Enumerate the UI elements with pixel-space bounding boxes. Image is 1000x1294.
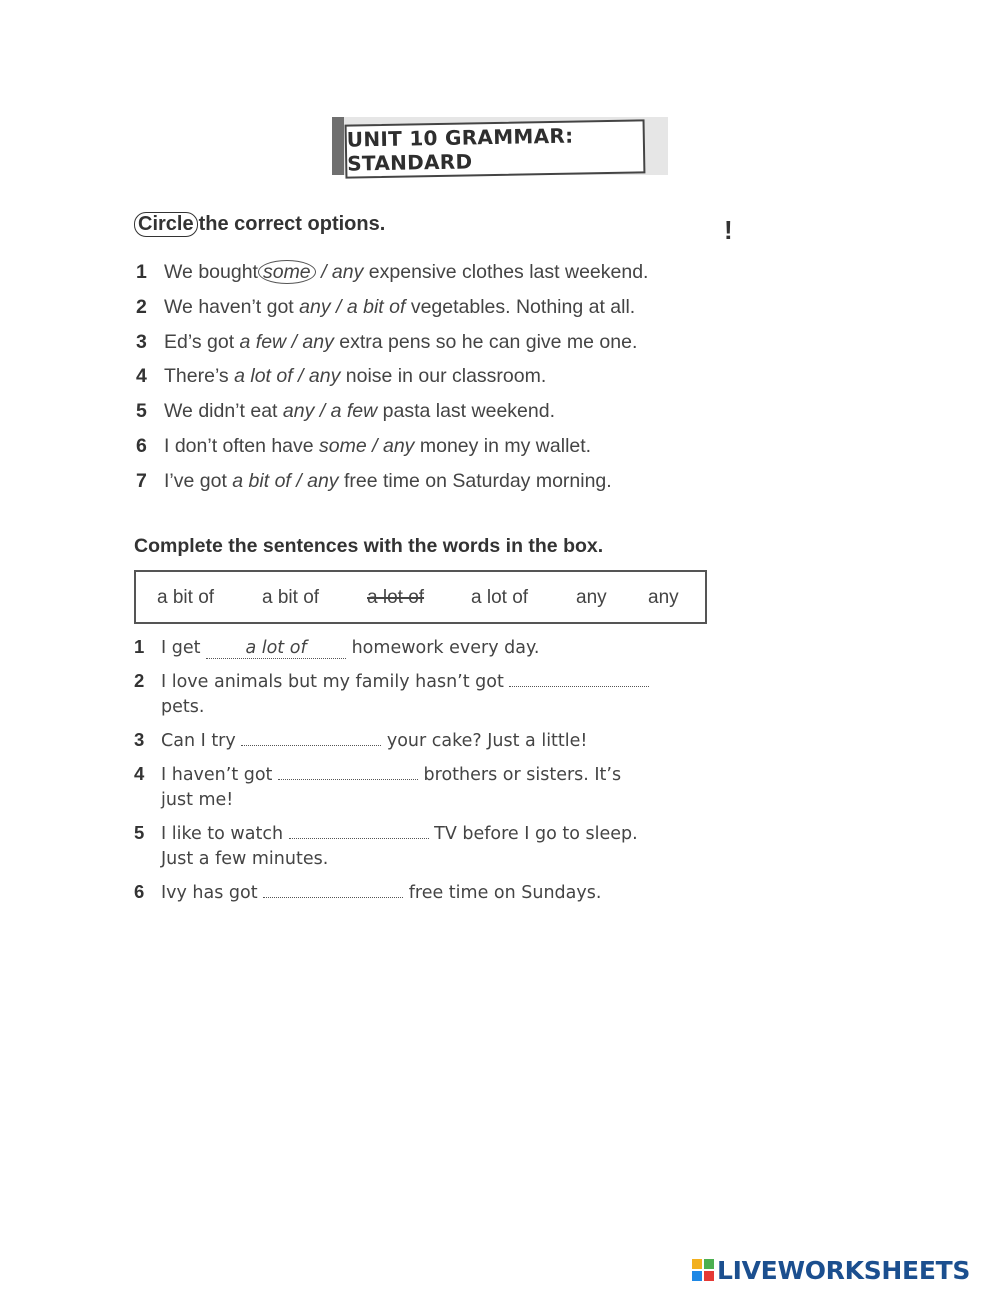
item-number: 5 (136, 400, 147, 423)
instruction-rest: the correct options. (198, 213, 386, 235)
item-text-continued: pets. (161, 697, 205, 717)
item-number: 6 (134, 881, 145, 902)
item-text-post: noise in our classroom. (340, 365, 547, 388)
item-text-post: brothers or sisters. It’s (417, 765, 622, 785)
option-1[interactable]: any (299, 295, 331, 318)
answer-blank[interactable] (278, 759, 418, 780)
logo-grid-icon (692, 1259, 714, 1281)
item-text-post: TV before I go to sleep. (428, 824, 638, 844)
item-text-post: expensive clothes last weekend. (363, 261, 649, 283)
answer-blank[interactable] (241, 725, 381, 746)
option-separator: / (314, 400, 331, 423)
exercise2-item (134, 818, 734, 872)
instruction-circle-word: Circle (134, 212, 198, 237)
exercise1-item (136, 362, 648, 397)
exercise1-item (136, 432, 648, 467)
logo-square (692, 1259, 702, 1269)
item-text-post: vegetables. Nothing at all. (405, 295, 636, 318)
item-number: 3 (134, 729, 145, 750)
item-text-pre: I haven’t got (161, 765, 278, 785)
item-text-pre: I love animals but my family hasn’t got (161, 672, 510, 692)
option-2[interactable]: any (382, 434, 415, 457)
item-number: 4 (136, 365, 147, 388)
exercise1-item (136, 328, 648, 363)
item-text-pre: We bought (164, 261, 258, 283)
option-1[interactable]: some (319, 434, 367, 457)
page-title: UNIT 10 GRAMMAR: STANDARD (345, 119, 646, 178)
option-separator: / (292, 365, 309, 388)
item-text-pre: Can I try (161, 731, 242, 751)
option-2[interactable]: a few (330, 400, 378, 423)
option-2[interactable]: any (307, 469, 339, 492)
exercise2-list (134, 634, 734, 911)
exercise2-item (134, 877, 734, 906)
option-2[interactable]: a bit of (346, 295, 406, 318)
option-2[interactable]: any (308, 365, 341, 388)
word-chip: a lot of (471, 587, 529, 608)
exercise1-item (136, 467, 648, 502)
word-chip: a bit of (157, 587, 215, 608)
answer-blank-filled[interactable]: a lot of (206, 638, 346, 659)
item-text-post: homework every day. (346, 638, 540, 658)
word-box (134, 570, 707, 624)
item-text-post: money in my wallet. (414, 434, 592, 457)
answer-blank[interactable] (289, 818, 429, 839)
logo-square (692, 1271, 702, 1281)
item-number: 1 (134, 636, 145, 657)
item-text-pre: I like to watch (161, 824, 289, 844)
item-text-post: your cake? Just a little! (381, 731, 588, 751)
option-separator: / (366, 434, 383, 457)
item-number: 2 (134, 670, 145, 691)
option-separator: / (315, 261, 332, 283)
exercise2-item (134, 666, 734, 720)
item-number: 1 (136, 261, 147, 283)
item-text-continued: just me! (161, 790, 234, 810)
exercise1-item (136, 293, 648, 328)
logo-square (704, 1271, 714, 1281)
exercise2-item (134, 634, 734, 661)
logo-square (704, 1259, 714, 1269)
item-text-pre: I don’t often have (164, 434, 320, 457)
item-number: 4 (134, 763, 145, 784)
exclamation-marker: ! (724, 215, 733, 245)
item-text-post: free time on Saturday morning. (338, 469, 612, 492)
answer-blank[interactable] (509, 666, 649, 687)
item-number: 2 (136, 295, 147, 318)
word-chip: any (648, 587, 679, 608)
item-text-pre: I’ve got (164, 469, 233, 492)
exercise1-list (136, 258, 648, 502)
word-chip: a bit of (262, 587, 320, 608)
exercise2-instruction: Complete the sentences with the words in the box. (134, 535, 604, 557)
option-1-selected[interactable]: some (258, 260, 316, 284)
option-1[interactable]: a few (239, 330, 287, 353)
item-text-pre: There’s (164, 365, 235, 388)
answer-blank[interactable] (263, 877, 403, 898)
item-number: 6 (136, 434, 147, 457)
option-separator: / (330, 295, 347, 318)
exercise1-instruction (134, 212, 385, 237)
item-number: 5 (134, 822, 145, 843)
item-text-pre: Ivy has got (161, 883, 264, 903)
option-1[interactable]: a bit of (232, 469, 291, 492)
exercise2-item (134, 759, 734, 813)
item-text-pre: I get (161, 638, 207, 658)
word-chip-used: a lot of (367, 587, 425, 608)
logo-text: LIVEWORKSHEETS (717, 1255, 971, 1285)
option-2[interactable]: any (302, 330, 334, 353)
item-text-continued: Just a few minutes. (161, 849, 329, 869)
exercise1-item (136, 397, 648, 432)
option-separator: / (290, 469, 308, 492)
item-text-pre: We didn’t eat (164, 400, 283, 423)
exercise2-item (134, 725, 734, 754)
item-text-pre: Ed’s got (164, 330, 240, 353)
item-text-post: pasta last weekend. (377, 400, 555, 423)
item-number: 3 (136, 330, 147, 353)
item-text-pre: We haven’t got (164, 295, 300, 318)
option-1[interactable]: any (282, 400, 315, 423)
word-chip: any (576, 587, 607, 608)
liveworksheets-logo (692, 1254, 988, 1286)
item-text-post: free time on Sundays. (403, 883, 602, 903)
item-number: 7 (136, 469, 147, 492)
item-text-post: extra pens so he can give me one. (333, 330, 638, 353)
exercise1-item (136, 258, 648, 293)
option-separator: / (286, 330, 303, 353)
option-2[interactable]: any (331, 261, 364, 283)
option-1[interactable]: a lot of (234, 365, 293, 388)
